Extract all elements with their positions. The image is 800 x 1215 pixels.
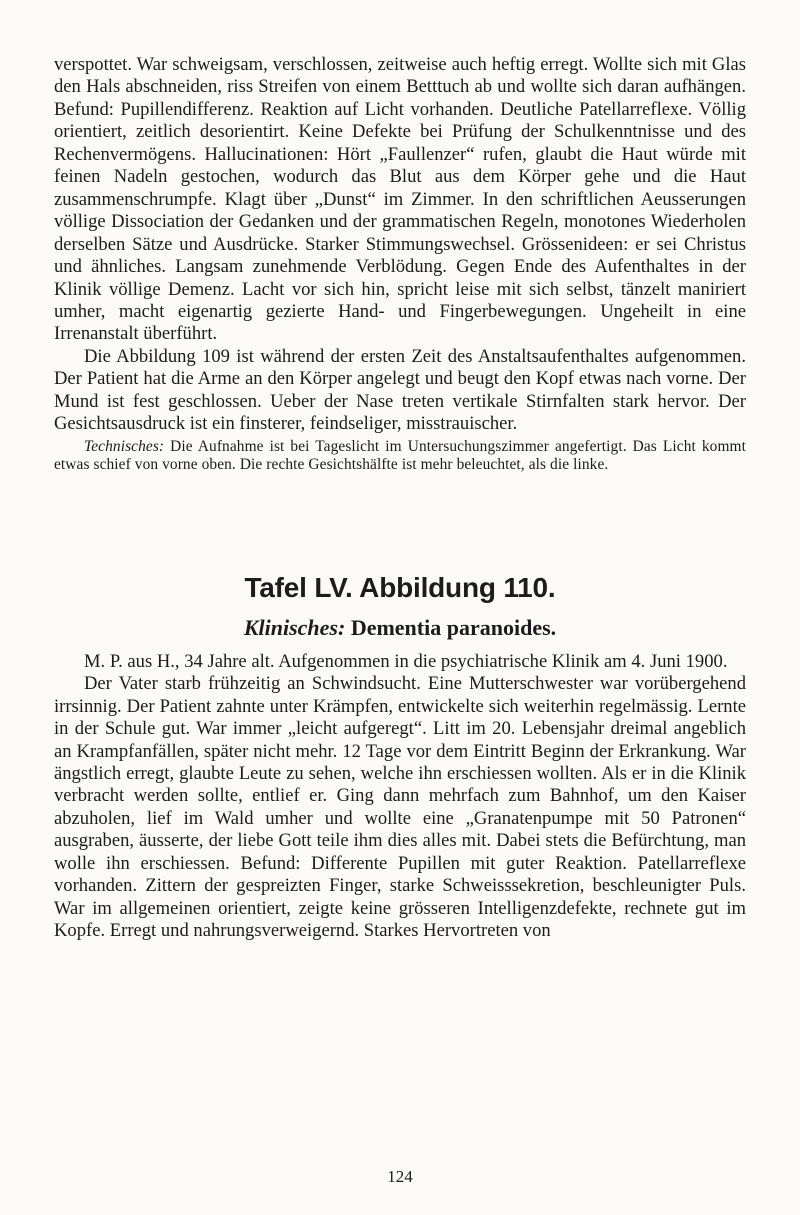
patient-history-paragraph: Der Vater starb frühzeitig an Schwindsucht. Eine Mutterschwester war vorübergehend irrsinnig. Der Patient zahnte unter Krämpfen, entwickelte sich weiterhin regelmässig. Lernte in der Schule gut. War immer „leicht aufgeregt“. Litt im 20. Lebensjahr dreimal angeblich an Krampfanfällen, später nicht mehr. 12 Tage vor dem Eintritt Beginn der Erkrankung. War ängstlich erregt, glaubte Leute zu sehen, welche ihn erschiessen wollten. Als er in die Klinik verbracht werden sollte, entlief er. Ging dann mehrfach zum Bahnhof, um den Kaiser abzuholen, lief im Wald umher und wollte eine „Granatenpumpe mit 50 Patronen“ ausgraben, äusserte, der liebe Gott teile ihm dies alles mit. Dabei stets die Befürchtung, man wolle ihn erschiessen. Befund: Differente Pupillen mit guter Reaktion. Patellarreflexe vorhanden. Zittern der gespreizten Finger, starke Schweisssekretion, beschleunigter Puls. War im allgemeinen orientiert, zeigte keine grösseren Intelligenzdefekte, rechnete gut im Kopfe. Erregt und nahrungsverweigernd. Starkes Hervortreten von xyxy=(54,673,746,942)
technical-note-text: Die Aufnahme ist bei Tageslicht im Untersuchungszimmer angefertigt. Das Licht kommt etwas schief von vorne oben. Die rechte Gesichtshälfte ist mehr beleuchtet, als die linke. xyxy=(54,437,746,474)
patient-intro-paragraph: M. P. aus H., 34 Jahre alt. Aufgenommen in die psychiatrische Klinik am 4. Juni 1900. xyxy=(84,650,728,672)
plate-heading: Tafel LV. Abbildung 110. xyxy=(244,571,556,603)
book-page xyxy=(54,54,746,943)
technical-note-label: Technisches: xyxy=(84,437,165,455)
technical-note xyxy=(54,438,746,475)
figure-109-description-paragraph: Die Abbildung 109 ist während der ersten Zeit des Anstaltsaufenthaltes aufgenommen. Der Patient hat die Arme an den Körper angelegt und beugt den Kopf etwas nach vorne. Der Mund ist fest geschlossen. Ueber der Nase treten vertikale Stirnfalten stark hervor. Der Gesichtsausdruck ist ein finsterer, feindseliger, misstrauischer. xyxy=(54,345,746,435)
clinical-label: Klinisches: xyxy=(243,614,346,640)
clinical-diagnosis-heading xyxy=(54,613,746,643)
page-number: 124 xyxy=(387,1167,413,1186)
diagnosis-text: Dementia paranoides. xyxy=(345,614,557,640)
case-continuation-paragraph: verspottet. War schweigsam, verschlossen, zeitweise auch heftig erregt. Wollte sich mit Glas den Hals abschneiden, riss Streifen von einem Betttuch ab und wollte sich daran aufhängen. Befund: Pupillendifferenz. Reaktion auf Licht vorhanden. Deutliche Patellarreflexe. Völlig orientiert, zeitlich desorientirt. Keine Defekte bei Prüfung der Schulkenntnisse und des Rechenvermögens. Hallucinationen: Hört „Faullenzer“ rufen, glaubt die Haut würde mit feinen Nadeln gestochen, wodurch das Blut aus dem Körper gehe und die Haut zusammenschrumpfe. Klagt über „Dunst“ im Zimmer. In den schriftlichen Aeusserungen völlige Dissociation der Gedanken und der grammatischen Regeln, monotones Wiederholen derselben Sätze und Ausdrücke. Starker Stimmungswechsel. Grössenideen: er sei Christus und ähnliches. Langsam zunehmende Verblödung. Gegen Ende des Aufenthaltes in der Klinik völlige Demenz. Lacht vor sich hin, spricht leise mit sich selbst, tänzelt maniriert umher, macht eigenartig gezierte Hand- und Fingerbewegungen. Ungeheilt in eine Irrenanstalt überführt. xyxy=(54,54,746,345)
